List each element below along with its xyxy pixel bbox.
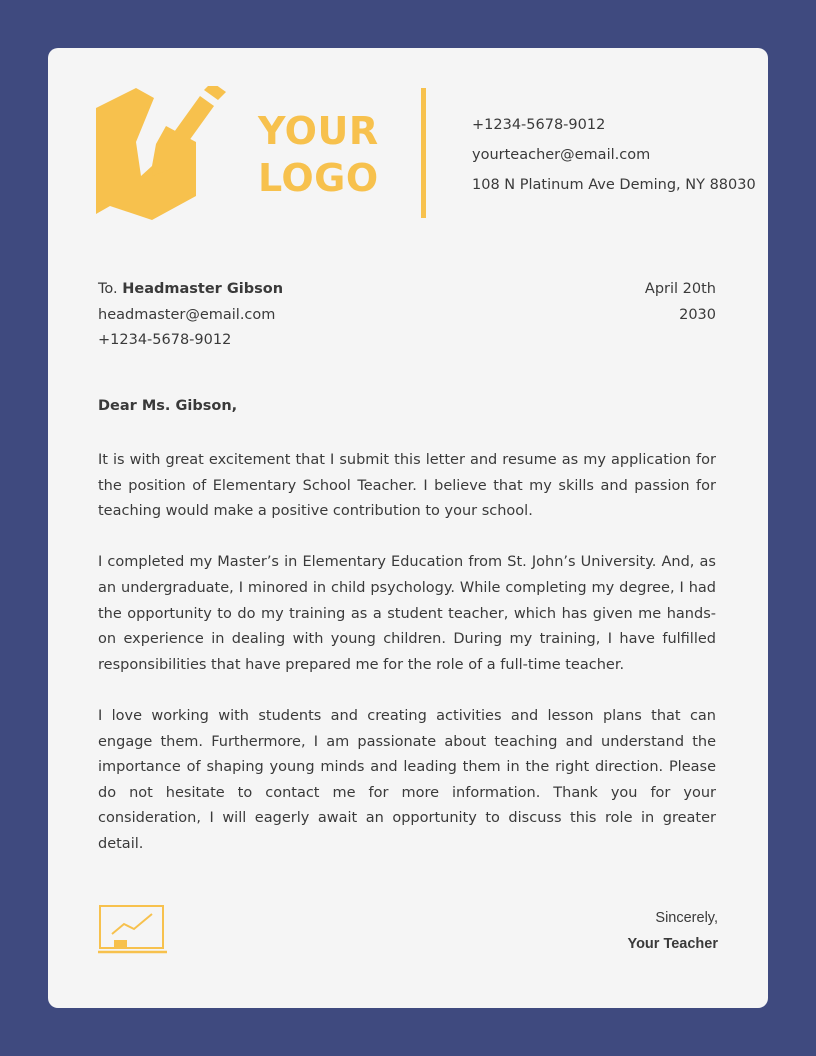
- letter-date: [645, 277, 716, 328]
- sender-contact: [472, 110, 756, 200]
- signoff: [627, 905, 718, 957]
- recipient-block: [98, 277, 283, 354]
- letter-body: [98, 448, 716, 883]
- body-paragraph: I love working with students and creating activities and lesson plans that can engage them. Furthermore, I am passionate about teaching and understand the importance of shaping young minds and leading them in the right direction. Please do not hesitate to contact me for more information. Thank you for your consideration, I will eagerly await an opportunity to discuss this role in greater detail.: [98, 707, 716, 852]
- chalkboard-chart-icon: [98, 904, 167, 956]
- sender-address: 108 N Platinum Ave Deming, NY 88030: [472, 177, 756, 193]
- sender-email: yourteacher@email.com: [472, 147, 651, 163]
- recipient-phone: +1234-5678-9012: [98, 332, 232, 348]
- signature-name: Your Teacher: [627, 936, 718, 952]
- closing: Sincerely,: [655, 910, 718, 926]
- logo-text: [258, 108, 379, 202]
- header-divider: [421, 88, 426, 218]
- body-paragraph: I completed my Master’s in Elementary Education from St. John’s University. And, as an undergraduate, I minored in child psychology. While completing my degree, I had the opportunity to do my training as a student teacher, which has given me hands-on experience in dealing with young children. During my training, I have fulfilled responsibilities that have prepared me for the role of a full-time teacher.: [98, 554, 716, 673]
- pencil-book-logo-icon: [96, 86, 228, 220]
- recipient-email: headmaster@email.com: [98, 306, 276, 323]
- date-day: April 20th: [644, 281, 716, 297]
- date-year: 2030: [679, 306, 716, 323]
- sender-phone: +1234-5678-9012: [472, 117, 606, 133]
- logo-line-2: LOGO: [258, 156, 379, 200]
- logo-line-1: YOUR: [258, 109, 379, 153]
- letter-page: [48, 48, 768, 1008]
- recipient-name: Headmaster Gibson: [122, 281, 284, 297]
- body-paragraph: It is with great excitement that I submit this letter and resume as my application for the position of Elementary School Teacher. I believe that my skills and passion for teaching would make a positive contribution to your school.: [98, 452, 716, 520]
- recipient-prefix: To.: [98, 281, 118, 297]
- greeting: Dear Ms. Gibson,: [98, 398, 238, 414]
